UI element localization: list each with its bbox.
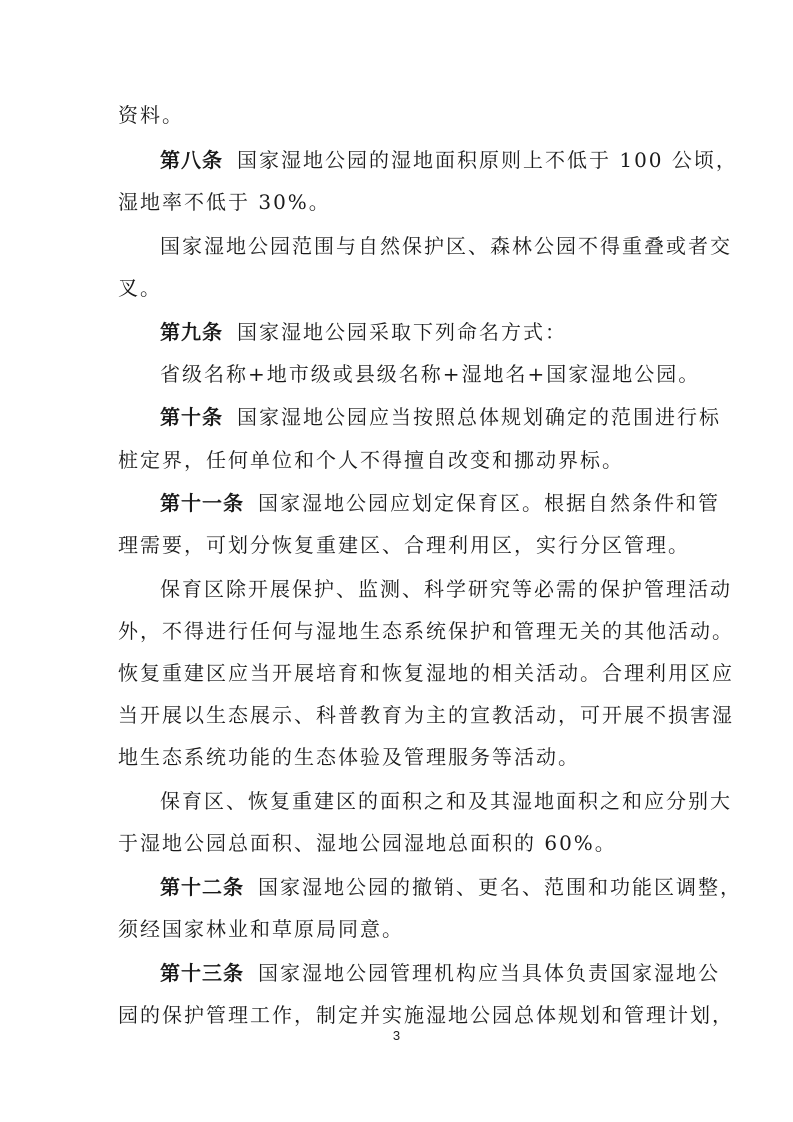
text-line: 省级名称+地市级或县级名称+湿地名+国家湿地公园。 [160,362,701,386]
article-10-heading-line: 第十条 国家湿地公园应当按照总体规划确定的范围进行标 [160,405,721,429]
page-number: 3 [392,1028,401,1043]
article-number: 第十条 [160,405,223,429]
text-line: 地生态系统功能的生态体验及管理服务等活动。 [118,745,580,769]
article-number: 第十一条 [160,491,244,515]
article-number: 第十三条 [160,961,244,985]
text-line: 外，不得进行任何与湿地生态系统保护和管理无关的其他活动。 [118,619,734,643]
article-8-heading-line: 第八条 国家湿地公园的湿地面积原则上不低于 100 公顷， [160,148,738,172]
text-line: 当开展以生态展示、科普教育为主的宣教活动，可开展不损害湿 [118,703,734,727]
text-line: 资料。 [118,103,184,127]
text-line: 保育区除开展保护、监测、科学研究等必需的保护管理活动 [160,577,732,601]
text-line: 保育区、恢复重建区的面积之和及其湿地面积之和应分别大 [160,789,732,813]
article-9-heading-line: 第九条 国家湿地公园采取下列命名方式： [160,320,567,344]
text-line: 于湿地公园总面积、湿地公园湿地总面积的 60%。 [118,831,617,855]
article-11-heading-line: 第十一条 国家湿地公园应划定保育区。根据自然条件和管 [160,491,720,515]
text-line: 桩定界，任何单位和个人不得擅自改变和挪动界标。 [118,448,624,472]
text-line: 湿地率不低于 30%。 [118,190,331,214]
text-line: 叉。 [118,276,162,300]
article-number: 第九条 [160,320,223,344]
text-line: 须经国家林业和草原局同意。 [118,917,404,941]
text-line: 园的保护管理工作，制定并实施湿地公园总体规划和管理计划， [118,1003,734,1027]
text-line: 理需要，可划分恢复重建区、合理利用区，实行分区管理。 [118,533,690,557]
article-number: 第八条 [160,148,223,172]
article-12-heading-line: 第十二条 国家湿地公园的撤销、更名、范围和功能区调整， [160,875,742,899]
article-13-heading-line: 第十三条 国家湿地公园管理机构应当具体负责国家湿地公 [160,961,720,985]
text-line: 恢复重建区应当开展培育和恢复湿地的相关活动。合理利用区应 [118,661,734,685]
article-number: 第十二条 [160,875,244,899]
text-line: 国家湿地公园范围与自然保护区、森林公园不得重叠或者交 [160,234,732,258]
